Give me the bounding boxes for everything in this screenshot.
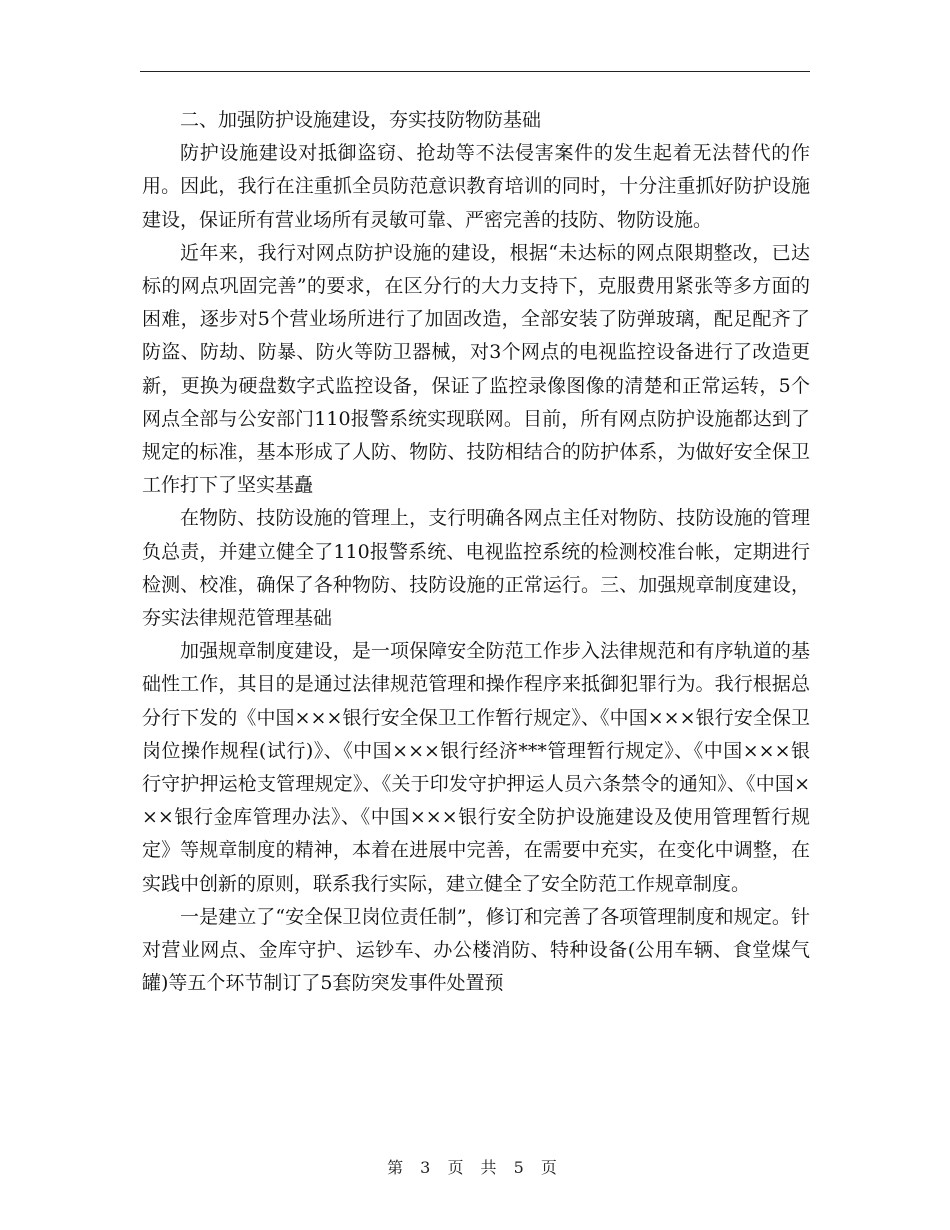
paragraph: 近年来，我行对网点防护设施的建设，根据“未达标的网点限期整改，已达标的网点巩固完善”的要求，在区分行的大力支持下，克服费用紧张等多方面的困难，逐步对5个营业场所进行了加固改造，全部安装了防弹玻璃，配足配齐了防盗、防劫、防暴、防火等防卫器械，对3个网点的电视监控设备进行了改造更新，更换为硬盘数字式监控设备，保证了监控录像图像的清楚和正常运转，5个网点全部与公安部门110报警系统实现联网。目前，所有网点防护设施都达到了规定的标准，基本形成了人防、物防、技防相结合的防护体系，为做好安全保卫工作打下了坚实基矗 [142, 241, 810, 497]
section-heading: 二、加强防护设施建设，夯实技防物防基础 [180, 109, 542, 131]
paragraph: 防护设施建设对抵御盗窃、抢劫等不法侵害案件的发生起着无法替代的作用。因此，我行在注重抓全员防范意识教育培训的同时，十分注重抓好防护设施建设，保证所有营业场所有灵敏可靠、严密完善的技防、物防设施。 [142, 142, 810, 231]
paragraph: 在物防、技防设施的管理上，支行明确各网点主任对物防、技防设施的管理负总责，并建立健全了110报警系统、电视监控系统的检测校准台帐，定期进行检测、校准，确保了各种物防、技防设施的正常运行。三、加强规章制度建设，夯实法律规范管理基础 [142, 507, 810, 630]
paragraph: 一是建立了“安全保卫岗位责任制”，修订和完善了各项管理制度和规定。针对营业网点、金库守护、运钞车、办公楼消防、特种设备(公用车辆、食堂煤气罐)等五个环节制订了5套防突发事件处置预 [142, 905, 810, 995]
document-body [142, 104, 810, 1000]
header-rule [140, 71, 810, 72]
page-number: 第 3 页 共 5 页 [387, 1158, 563, 1177]
paragraph: 加强规章制度建设，是一项保障安全防范工作步入法律规范和有序轨道的基础性工作，其目的是通过法律规范管理和操作程序来抵御犯罪行为。我行根据总分行下发的《中国×××银行安全保卫工作暂行规定》、《中国×××银行安全保卫岗位操作规程(试行)》、《中国×××银行经济***管理暂行规定》、《中国×××银行守护押运枪支管理规定》、《关于印发守护押运人员六条禁令的通知》、《中国×××银行金库管理办法》、《中国×××银行安全防护设施建设及使用管理暂行规定》等规章制度的精神，本着在进展中完善，在需要中充实，在变化中调整，在实践中创新的原则，联系我行实际，建立健全了安全防范工作规章制度。 [142, 640, 810, 895]
